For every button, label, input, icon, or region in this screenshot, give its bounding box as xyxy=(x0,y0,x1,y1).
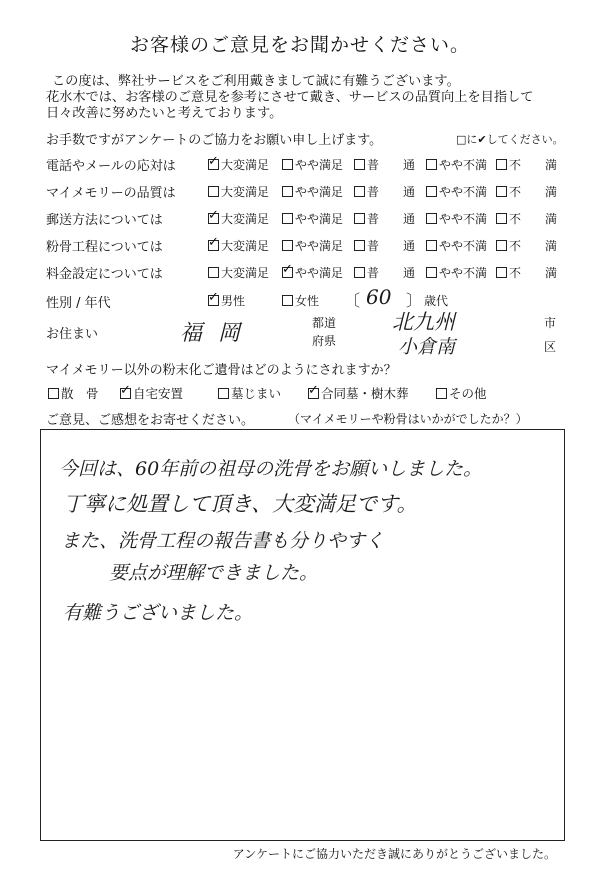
rating-checkbox[interactable] xyxy=(496,186,507,197)
comment-line-1: 今回は、60年前の祖母の洗骨をお願いしました。 xyxy=(59,458,483,480)
rating-option-label: やや満足 xyxy=(295,239,344,253)
rating-option-label: 普 通 xyxy=(367,239,416,253)
address-label: お住まい xyxy=(46,327,99,342)
prefecture-suffix-top: 都道 xyxy=(312,316,337,330)
rating-option[interactable] xyxy=(282,237,343,254)
prefecture-value[interactable]: 福岡 xyxy=(180,321,257,346)
remains-option-label: 合同墓・樹木葬 xyxy=(321,386,409,401)
rating-option-label: 大変満足 xyxy=(221,212,270,226)
rating-option[interactable] xyxy=(496,264,557,281)
remains-option[interactable] xyxy=(218,384,281,402)
rating-option-label: 普 通 xyxy=(367,185,416,199)
rating-option[interactable] xyxy=(426,210,487,227)
rating-option[interactable] xyxy=(496,237,557,254)
rating-option-label: 普 通 xyxy=(367,266,416,280)
gender-male-label: 男性 xyxy=(221,294,246,308)
rating-option-label: やや不満 xyxy=(439,185,488,199)
rating-checkbox[interactable] xyxy=(282,267,293,278)
age-suffix: 歳代 xyxy=(424,294,449,308)
remains-checkbox[interactable] xyxy=(120,388,131,399)
city-suffix: 市 xyxy=(544,316,557,330)
rating-option-label: 大変満足 xyxy=(221,158,270,172)
rating-option[interactable] xyxy=(426,183,487,200)
rating-checkbox[interactable] xyxy=(354,267,365,278)
rating-checkbox[interactable] xyxy=(354,159,365,170)
rating-checkbox[interactable] xyxy=(208,213,219,224)
rating-label: マイメモリーの品質は xyxy=(46,186,176,201)
intro-line-2: 花水木では、お客様のご意見を参考にさせて戴き、サービスの品質向上を目指して xyxy=(46,90,534,105)
rating-option-label: 不 満 xyxy=(509,158,558,172)
rating-option[interactable] xyxy=(496,183,557,200)
rating-checkbox[interactable] xyxy=(208,240,219,251)
rating-option-label: 普 通 xyxy=(367,158,416,172)
rating-option-label: 普 通 xyxy=(367,212,416,226)
age-value[interactable]: 60 xyxy=(366,285,392,309)
remains-option[interactable] xyxy=(48,384,99,402)
prefecture-suffix-bottom: 府県 xyxy=(312,334,337,348)
rating-checkbox[interactable] xyxy=(426,267,437,278)
rating-checkbox[interactable] xyxy=(426,213,437,224)
rating-checkbox[interactable] xyxy=(282,186,293,197)
rating-option[interactable] xyxy=(208,210,269,227)
rating-option-label: 不 満 xyxy=(509,212,558,226)
rating-option[interactable] xyxy=(354,264,415,281)
comment-line-4: 要点が理解できました。 xyxy=(109,562,319,584)
remains-checkbox[interactable] xyxy=(48,388,59,399)
gender-age-label: 性別 / 年代 xyxy=(46,296,111,311)
rating-option-label: 不 満 xyxy=(509,239,558,253)
remains-option[interactable] xyxy=(308,384,409,402)
remains-checkbox[interactable] xyxy=(218,388,229,399)
remains-option[interactable] xyxy=(436,384,487,402)
rating-option-label: やや満足 xyxy=(295,185,344,199)
rating-option-label: 大変満足 xyxy=(221,239,270,253)
remains-checkbox[interactable] xyxy=(436,388,447,399)
rating-checkbox[interactable] xyxy=(282,213,293,224)
rating-checkbox[interactable] xyxy=(282,240,293,251)
rating-option[interactable] xyxy=(208,237,269,254)
rating-option[interactable] xyxy=(282,183,343,200)
rating-option[interactable] xyxy=(208,183,269,200)
rating-label: 電話やメールの応対は xyxy=(46,159,176,174)
footer-thanks: アンケートにご協力いただき誠にありがとうございました。 xyxy=(232,847,556,861)
remains-option-label: 墓じまい xyxy=(231,386,282,401)
remains-question: マイメモリー以外の粉末化ご遺骨はどのようにされますか？ xyxy=(46,363,397,378)
rating-checkbox[interactable] xyxy=(426,240,437,251)
rating-option[interactable] xyxy=(354,183,415,200)
comment-box[interactable] xyxy=(40,429,565,841)
rating-option[interactable] xyxy=(282,156,343,173)
intro-line-1: この度は、弊社サービスをご利用戴きまして誠に有難うございます。 xyxy=(52,74,460,89)
rating-option[interactable] xyxy=(282,210,343,227)
gender-male-option[interactable] xyxy=(208,292,245,309)
rating-checkbox[interactable] xyxy=(496,240,507,251)
page-title: お客様のご意見をお聞かせください。 xyxy=(129,34,470,56)
city-value[interactable]: 北九州 xyxy=(392,310,455,334)
rating-label: 郵送方法については xyxy=(46,213,163,228)
remains-option-label: 自宅安置 xyxy=(133,386,184,401)
rating-checkbox[interactable] xyxy=(354,240,365,251)
rating-checkbox[interactable] xyxy=(282,159,293,170)
rating-option[interactable] xyxy=(354,237,415,254)
rating-option-label: やや不満 xyxy=(439,212,488,226)
rating-checkbox[interactable] xyxy=(496,267,507,278)
rating-option-label: やや満足 xyxy=(295,158,344,172)
rating-option[interactable] xyxy=(208,156,269,173)
rating-checkbox[interactable] xyxy=(208,186,219,197)
rating-option[interactable] xyxy=(282,264,343,281)
comment-heading-note: （マイメモリーや粉骨はいかがでしたか？） xyxy=(288,412,528,426)
rating-checkbox[interactable] xyxy=(496,213,507,224)
age-bracket-close: 〕 xyxy=(406,291,423,310)
rating-option-label: 大変満足 xyxy=(221,266,270,280)
rating-checkbox[interactable] xyxy=(426,159,437,170)
rating-option[interactable] xyxy=(208,264,269,281)
remains-option-label: 散 骨 xyxy=(61,386,99,401)
rating-option[interactable] xyxy=(496,156,557,173)
rating-option[interactable] xyxy=(426,156,487,173)
rating-checkbox[interactable] xyxy=(354,186,365,197)
age-bracket-open: 〔 xyxy=(344,291,361,310)
rating-option[interactable] xyxy=(426,264,487,281)
rating-option-label: 不 満 xyxy=(509,266,558,280)
rating-option-label: やや不満 xyxy=(439,158,488,172)
remains-option-label: その他 xyxy=(449,386,487,401)
survey-lead-note: □に✔してください。 xyxy=(456,133,564,146)
rating-option[interactable] xyxy=(426,237,487,254)
comment-line-2: 丁寧に処置して頂き、大変満足です。 xyxy=(63,492,418,516)
rating-option[interactable] xyxy=(354,156,415,173)
remains-option[interactable] xyxy=(120,384,183,402)
rating-label: 粉骨工程については xyxy=(46,240,163,255)
survey-lead: お手数ですがアンケートのご協力をお願い申し上げます。 xyxy=(46,133,383,148)
gender-female-option[interactable] xyxy=(282,292,319,309)
rating-checkbox[interactable] xyxy=(496,159,507,170)
rating-checkbox[interactable] xyxy=(208,267,219,278)
rating-option-label: やや満足 xyxy=(295,212,344,226)
rating-checkbox[interactable] xyxy=(354,213,365,224)
rating-option[interactable] xyxy=(496,210,557,227)
rating-option-label: やや不満 xyxy=(439,266,488,280)
rating-checkbox[interactable] xyxy=(426,186,437,197)
intro-line-3: 日々改善に努めたいと考えております。 xyxy=(46,106,283,121)
ward-value[interactable]: 小倉南 xyxy=(398,336,456,358)
rating-option-label: 大変満足 xyxy=(221,185,270,199)
rating-label: 料金設定については xyxy=(46,267,163,282)
gender-female-checkbox[interactable] xyxy=(282,295,293,306)
rating-option[interactable] xyxy=(354,210,415,227)
rating-checkbox[interactable] xyxy=(208,159,219,170)
ward-suffix: 区 xyxy=(544,340,557,354)
remains-checkbox[interactable] xyxy=(308,388,319,399)
rating-option-label: 不 満 xyxy=(509,185,558,199)
comment-line-3: また、洗骨工程の報告書も分りやすく xyxy=(61,530,385,552)
comment-line-5: 有難うございました。 xyxy=(63,602,254,624)
rating-option-label: やや不満 xyxy=(439,239,488,253)
comment-heading: ご意見、ご感想をお寄せください。 xyxy=(46,413,255,428)
rating-option-label: やや満足 xyxy=(295,266,344,280)
gender-female-label: 女性 xyxy=(295,294,320,308)
gender-male-checkbox[interactable] xyxy=(208,295,219,306)
